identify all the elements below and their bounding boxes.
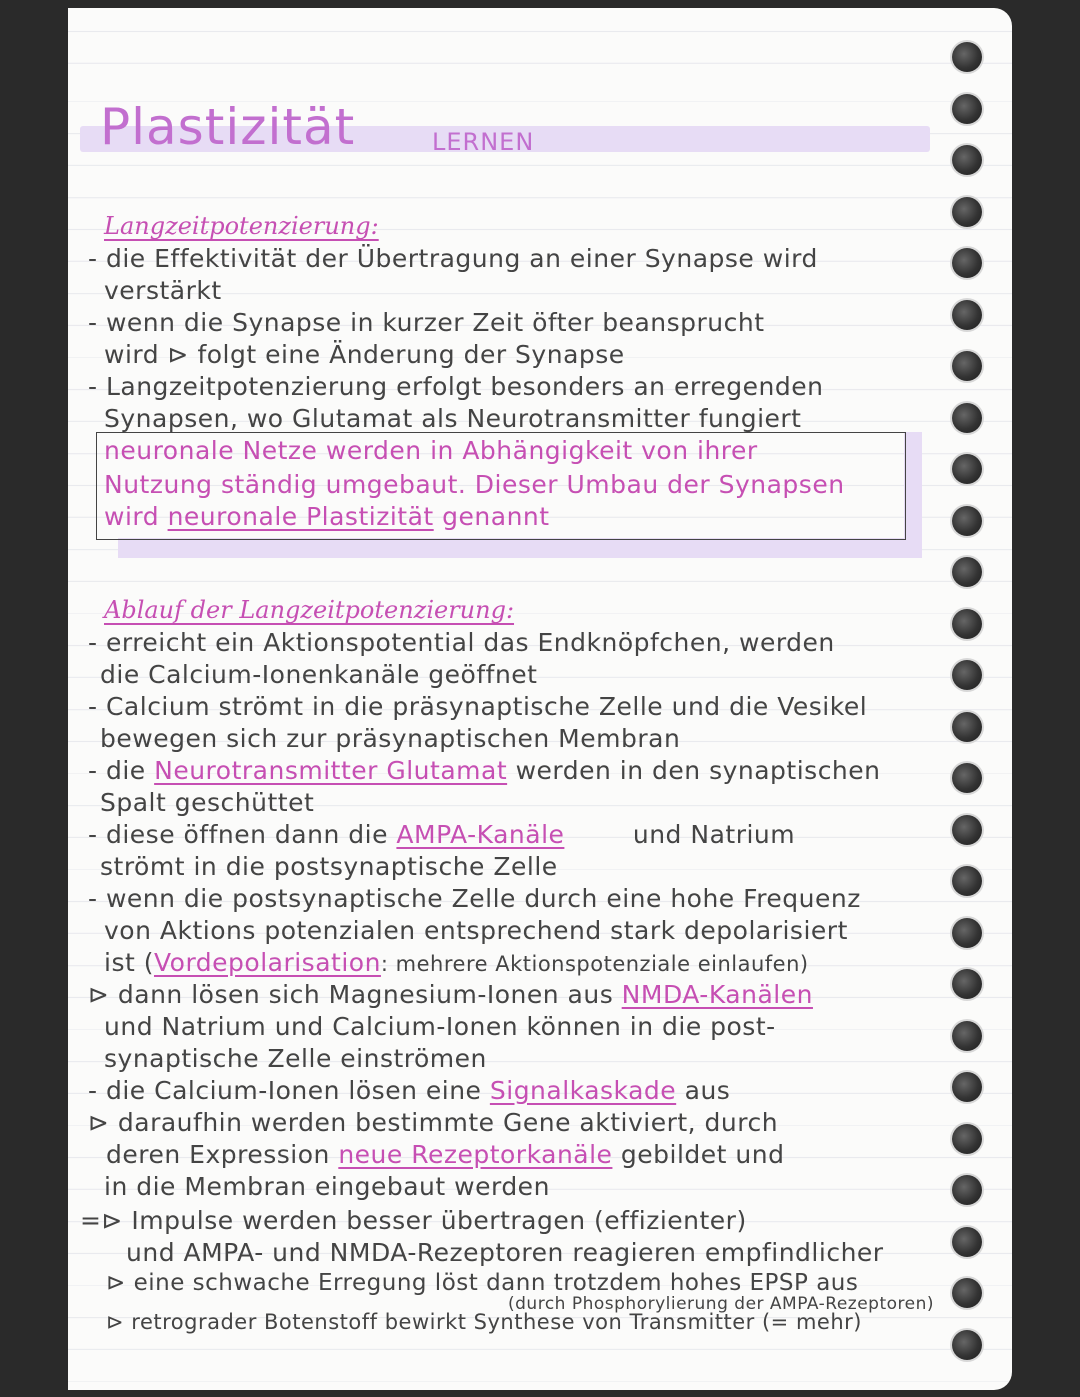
note-line: synaptische Zelle einströmen xyxy=(104,1044,487,1073)
key-term: Signalkaskade xyxy=(489,1076,677,1105)
binding-ring xyxy=(952,145,982,175)
binding-ring xyxy=(952,351,982,381)
box-line: neuronale Netze werden in Abhängigkeit von ihrer xyxy=(104,436,758,465)
note-line: in die Membran eingebaut werden xyxy=(104,1172,550,1201)
note-text: : mehrere Aktionspotenziale einlaufen) xyxy=(380,952,809,976)
binding-ring xyxy=(952,763,982,793)
binding-ring xyxy=(952,557,982,587)
title-tag: LERNEN xyxy=(432,128,535,156)
binding-ring xyxy=(952,1072,982,1102)
binding-ring xyxy=(952,1175,982,1205)
key-term: NMDA-Kanälen xyxy=(621,980,813,1009)
spiral-binding xyxy=(952,40,986,1380)
note-text: ist ( xyxy=(104,948,154,977)
binding-ring xyxy=(952,1227,982,1257)
note-line: von Aktions potenzialen entsprechend stark depolarisiert xyxy=(104,916,848,945)
binding-ring xyxy=(952,248,982,278)
binding-ring xyxy=(952,454,982,484)
binding-ring xyxy=(952,300,982,330)
key-term: neue Rezeptorkanäle xyxy=(338,1140,613,1169)
note-text: werden in den synaptischen xyxy=(515,756,881,785)
note-line: - Calcium strömt in die präsynaptische Zelle und die Vesikel xyxy=(88,692,868,721)
binding-ring xyxy=(952,712,982,742)
binding-ring xyxy=(952,918,982,948)
note-text: ⊳ dann lösen sich Magnesium-Ionen aus xyxy=(88,980,614,1009)
note-line: - die Effektivität der Übertragung an einer Synapse wird xyxy=(88,244,818,273)
note-line: bewegen sich zur präsynaptischen Membran xyxy=(100,724,681,753)
note-line xyxy=(88,1076,730,1105)
binding-ring xyxy=(952,94,982,124)
note-line: Spalt geschüttet xyxy=(100,788,315,817)
binding-ring xyxy=(952,1330,982,1360)
note-line: und Natrium und Calcium-Ionen können in die post- xyxy=(104,1012,776,1041)
note-line xyxy=(106,1140,784,1169)
note-line: strömt in die postsynaptische Zelle xyxy=(100,852,558,881)
binding-ring xyxy=(952,506,982,536)
section-heading-ltp: Langzeitpotenzierung: xyxy=(104,212,379,240)
note-text: - die Calcium-Ionen lösen eine xyxy=(88,1076,482,1105)
binding-ring xyxy=(952,1278,982,1308)
box-text: wird xyxy=(104,502,160,531)
note-line xyxy=(88,756,881,785)
note-line: verstärkt xyxy=(104,276,222,305)
note-line xyxy=(88,820,795,849)
note-line: =⊳ Impulse werden besser übertragen (effizienter) xyxy=(80,1206,747,1235)
note-line: und AMPA- und NMDA-Rezeptoren reagieren empfindlicher xyxy=(126,1238,884,1267)
note-line: ⊳ daraufhin werden bestimmte Gene aktiviert, durch xyxy=(88,1108,779,1137)
note-line: - wenn die Synapse in kurzer Zeit öfter beansprucht xyxy=(88,308,765,337)
binding-ring xyxy=(952,1124,982,1154)
binding-ring xyxy=(952,609,982,639)
key-term: Vordepolarisation xyxy=(153,948,381,977)
binding-ring xyxy=(952,42,982,72)
box-highlight-bottom xyxy=(118,538,922,558)
key-term: AMPA-Kanäle xyxy=(396,820,565,849)
box-line xyxy=(104,502,550,531)
binding-ring xyxy=(952,969,982,999)
note-line: wird ⊳ folgt eine Änderung der Synapse xyxy=(104,340,625,369)
box-text: genannt xyxy=(442,502,550,531)
note-line: ⊳ retrograder Botenstoff bewirkt Synthese von Transmitter (= mehr) xyxy=(106,1310,862,1334)
note-text: aus xyxy=(684,1076,731,1105)
binding-ring xyxy=(952,197,982,227)
binding-ring xyxy=(952,660,982,690)
note-text: deren Expression xyxy=(106,1140,330,1169)
binding-ring xyxy=(952,866,982,896)
section-heading-process: Ablauf der Langzeitpotenzierung: xyxy=(104,596,515,624)
binding-ring xyxy=(952,403,982,433)
key-term: Neurotransmitter Glutamat xyxy=(154,756,508,785)
note-line: - Langzeitpotenzierung erfolgt besonders an erregenden xyxy=(88,372,824,401)
note-text: - die xyxy=(88,756,146,785)
binding-ring xyxy=(952,815,982,845)
box-line: Nutzung ständig umgebaut. Dieser Umbau der Synapsen xyxy=(104,470,845,499)
note-text: und Natrium xyxy=(632,820,796,849)
note-line xyxy=(88,980,813,1009)
note-annotation: (durch Phosphorylierung der AMPA-Rezeptoren) xyxy=(508,1294,934,1314)
page-title: Plastizität xyxy=(100,98,356,156)
key-term: neuronale Plastizität xyxy=(167,502,434,531)
note-line xyxy=(104,948,809,977)
note-line: Synapsen, wo Glutamat als Neurotransmitter fungiert xyxy=(104,404,802,433)
note-line: ⊳ eine schwache Erregung löst dann trotzdem hohes EPSP aus xyxy=(106,1270,859,1296)
note-text: gebildet und xyxy=(620,1140,785,1169)
note-text: - diese öffnen dann die xyxy=(88,820,388,849)
note-line: die Calcium-Ionenkanäle geöffnet xyxy=(100,660,538,689)
binding-ring xyxy=(952,1021,982,1051)
note-line: - wenn die postsynaptische Zelle durch eine hohe Frequenz xyxy=(88,884,861,913)
note-line: - erreicht ein Aktionspotential das Endknöpfchen, werden xyxy=(88,628,835,657)
box-highlight-right xyxy=(904,432,922,558)
